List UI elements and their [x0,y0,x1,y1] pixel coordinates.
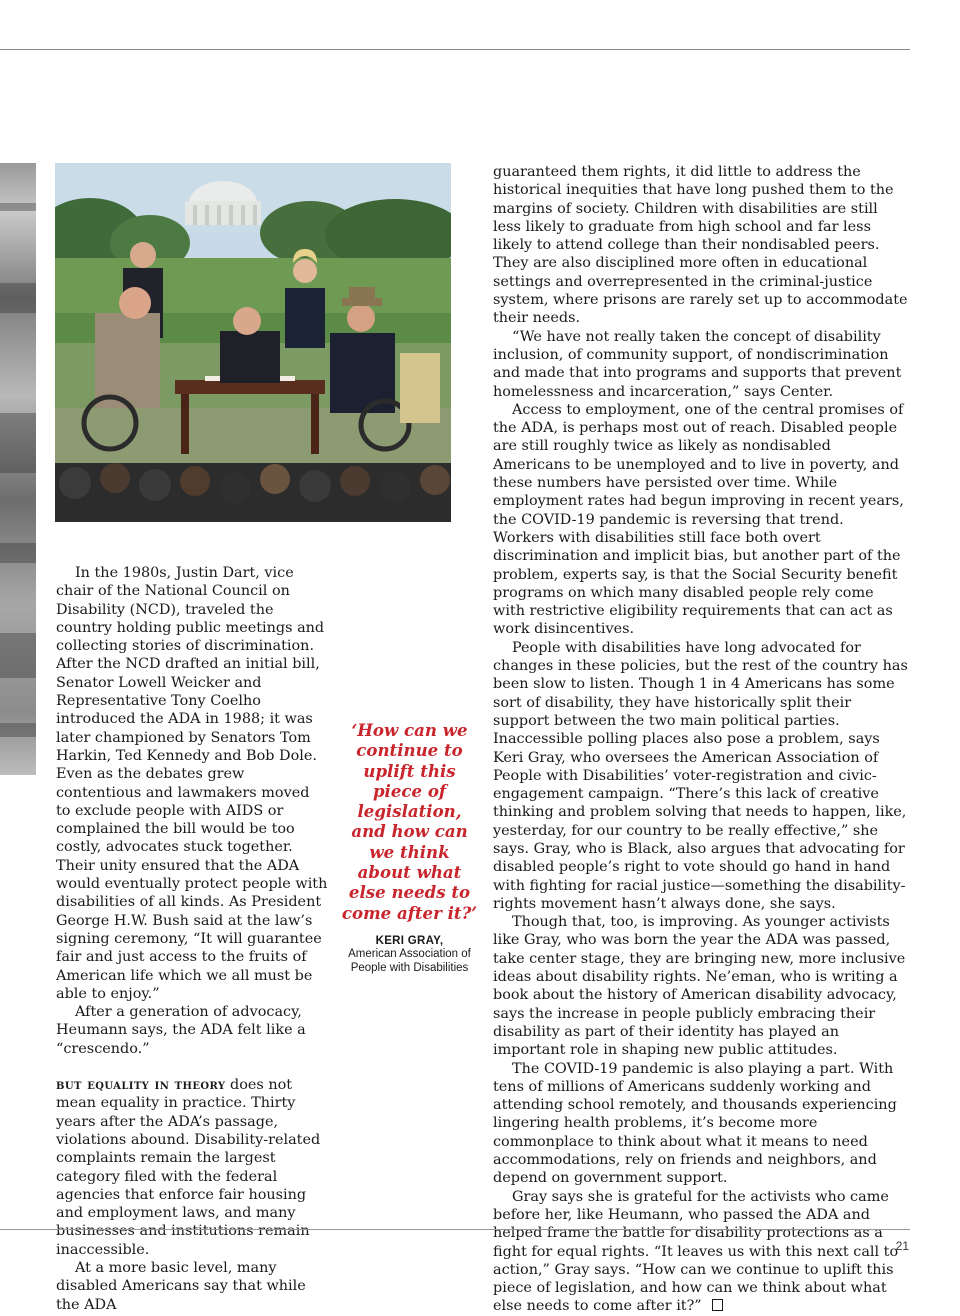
left-column [56,564,328,1314]
left-paragraph-1: In the 1980s, Justin Dart, vice chair of the National Council on Disability (NCD), traveled the country holding public meetings and collecting stories of discrimination. After the NCD drafted an initial bill, Senator Lowell Weicker and Representative Tony Coelho introduced the ADA in 1988; it was later championed by Senators Tom Harkin, Ted Kennedy and Bob Dole. Even as the debates grew contentious and lawmakers moved to exclude people with AIDS or complained the bill would be too costly, advocates stuck together. Their unity ensured that the ADA would eventually protect people with disabilities of all kinds. As President George H.W. Bush said at the law’s signing ceremony, “It will guarantee fair and just access to the fruits of American life which we all must be able to enjoy.” [56,565,328,1002]
photo-illustration [55,163,451,522]
end-mark-icon [712,1299,723,1311]
right-column [493,163,909,1316]
right-paragraph-1: guaranteed them rights, it did little to address the historical inequities that have long pushed them to the margins of society. Children with disabilities are still less likely to graduate from high school and far less likely to attend college than their nondisabled peers. They are also disciplined more often in educational settings and overrepresented in the criminal-justice system, where prisons are rarely set up to accommodate their needs. [493,164,908,327]
right-paragraph-5: Though that, too, is improving. As younger activists like Gray, who was born the year the ADA was passed, take center stage, they are bringing new, more inclusive ideas about disability rights. Ne’eman, who is writing a book about the history of American disability advocacy, says the increase in people publicly embracing their disability as part of their identity has played an important role in shaping new public attitudes. [493,914,906,1059]
right-paragraph-3: Access to employment, one of the central promises of the ADA, is perhaps most out of reach. Disabled people are still roughly twice as likely as nondisabled Americans to be unemployed and to live in poverty, and these numbers have persisted over time. While employment rates had begun improving in recent years, the COVID-19 pandemic is reversing that trend. Workers with disabilities still face both overt discrimination and implicit bias, but another part of the problem, experts say, is that the Social Security benefit programs on which many disabled people rely come with restrictive eligibility requirements that can act as work disincentives. [493,401,904,638]
right-paragraph-7-text: Gray says she is grateful for the activists who came before her, like Heumann, who passed the ADA and helped frame the battle for disability protections as a fight for equal rights. “It leaves us with this next call to action,” Gray says. “How can we continue to uplift this piece of legislation, and how can we think about what else needs to come after it?” [493,1188,899,1315]
left-paragraph-2: After a generation of advocacy, Heumann says, the ADA felt like a “crescendo.” [56,1004,306,1057]
section-lead-in: but equality in theory [56,1076,226,1094]
right-paragraph-4: People with disabilities have long advocated for changes in these policies, but the rest of the country has been slow to listen. Though 1 in 4 Americans has some sort of disability, they have historically split their support between the two main political parties. Inaccessible polling places also pose a problem, says Keri Gray, who oversees the American Association of People with Disabilities’ voter-registration and civic-engagement campaign. “There’s this lack of creative thinking and problem solving that needs to happen, like, yesterday, for our country to be really effective,” she says. Gray, who is Black, also argues that advocating for disabled people’s right to vote should go hand in hand with fighting for racial justice—something the disability-rights movement hasn’t always done, she says. [493,639,908,912]
pull-quote-attribution-org: American Association of People with Disabilities [348,947,471,975]
adjacent-photo-fragment [0,163,36,775]
right-paragraph-2: “We have not really taken the concept of disability inclusion, of community support, of nondiscrimination and made that into programs and supports that prevent homelessness and incarceration,” says Center. [493,328,902,400]
pull-quote [341,720,478,976]
bottom-rule [0,1229,910,1230]
page-number: 21 [895,1239,909,1253]
pull-quote-text: ‘How can we continue to uplift this piece of legislation, and how can we think about what else needs to come after it?’ [341,720,478,923]
left-paragraph-4: At a more basic level, many disabled Americans say that while the ADA [56,1259,306,1313]
left-paragraph-3 [56,1076,328,1259]
right-paragraph-7 [493,1188,909,1316]
pull-quote-attribution-name: KERI GRAY, [375,934,444,947]
signing-ceremony-photo [55,163,451,522]
top-rule [0,49,910,50]
left-paragraph-3-body: does not mean equality in practice. Thirty years after the ADA’s passage, violations abound. Disability-related complaints remain the largest category filed with the federal agencies that enforce fair housing and employment laws, and many businesses and institutions remain inaccessible. [56,1077,321,1258]
right-paragraph-6: The COVID-19 pandemic is also playing a part. With tens of millions of Americans suddenly working and attending school remotely, and thousands experiencing lingering health problems, it’s become more commonplace to think about what it means to need accommodations, rely on friends and neighbors, and depend on government support. [493,1060,897,1187]
